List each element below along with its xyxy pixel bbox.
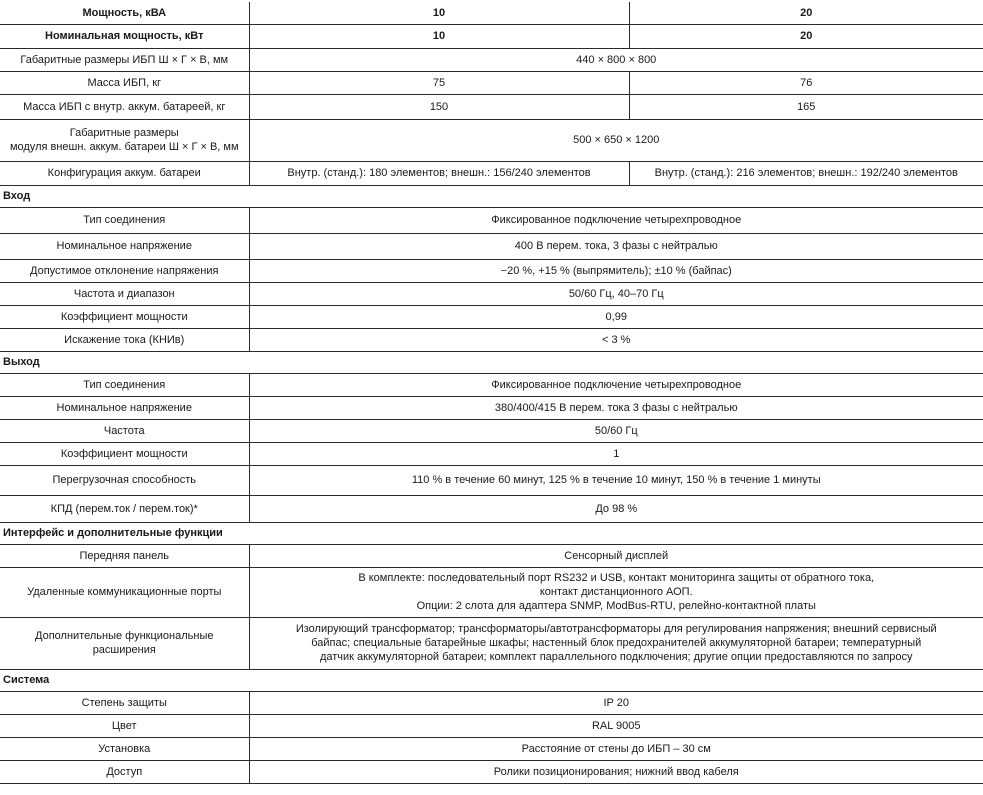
row-label: Перегрузочная способность xyxy=(0,465,249,495)
section-header-row xyxy=(0,522,983,544)
table-row xyxy=(0,544,983,567)
mass-value-1: 75 xyxy=(249,71,629,94)
spec-table xyxy=(0,2,983,784)
section-input-title: Вход xyxy=(0,185,983,207)
mass-battery-value-1: 150 xyxy=(249,94,629,119)
table-row xyxy=(0,567,983,617)
battery-module-dims-label-line: Габаритные размеры xyxy=(69,127,179,139)
row-value: 50/60 Гц, 40–70 Гц xyxy=(249,282,983,305)
extensions-line: Изолирующий трансформатор; трансформаторы/автотрансформаторы для регулирования напряжения; внешний сервисный xyxy=(295,623,937,635)
mass-battery-label: Масса ИБП с внутр. аккум. батареей, кг xyxy=(0,94,249,119)
table-row xyxy=(0,737,983,760)
table-row xyxy=(0,760,983,783)
row-value: 110 % в течение 60 минут, 125 % в течение 10 минут, 150 % в течение 1 минуты xyxy=(249,465,983,495)
row-label: Степень защиты xyxy=(0,691,249,714)
table-row xyxy=(0,161,983,185)
row-value: −20 %, +15 % (выпрямитель); ±10 % (байпас) xyxy=(249,259,983,282)
row-label: Номинальное напряжение xyxy=(0,233,249,259)
row-value: 1 xyxy=(249,442,983,465)
row-label: Тип соединения xyxy=(0,373,249,396)
table-row xyxy=(0,617,983,669)
kva-value-2: 20 xyxy=(629,2,983,24)
row-value: 400 В перем. тока, 3 фазы с нейтралью xyxy=(249,233,983,259)
table-row xyxy=(0,259,983,282)
remote-ports-line: контакт дистанционного АОП. xyxy=(539,586,693,598)
table-row xyxy=(0,396,983,419)
battery-module-dims-label-line: модуля внешн. аккум. батареи Ш × Г × В, мм xyxy=(9,141,239,153)
section-system-title: Система xyxy=(0,669,983,691)
dims-value: 440 × 800 × 800 xyxy=(249,48,983,71)
section-interface-title: Интерфейс и дополнительные функции xyxy=(0,522,983,544)
table-row xyxy=(0,71,983,94)
row-value: Фиксированное подключение четырехпроводное xyxy=(249,373,983,396)
table-row xyxy=(0,442,983,465)
section-header-row xyxy=(0,351,983,373)
row-value: < 3 % xyxy=(249,328,983,351)
table-row xyxy=(0,495,983,522)
row-value: 0,99 xyxy=(249,305,983,328)
table-row xyxy=(0,24,983,48)
mass-value-2: 76 xyxy=(629,71,983,94)
row-label: Допустимое отклонение напряжения xyxy=(0,259,249,282)
kw-label: Номинальная мощность, кВт xyxy=(0,24,249,48)
row-label: Коэффициент мощности xyxy=(0,305,249,328)
battery-module-dims-value: 500 × 650 × 1200 xyxy=(249,119,983,161)
section-output-title: Выход xyxy=(0,351,983,373)
mass-battery-value-2: 165 xyxy=(629,94,983,119)
row-value: Расстояние от стены до ИБП – 30 см xyxy=(249,737,983,760)
extensions-value xyxy=(249,617,983,669)
extensions-label: Дополнительные функциональные расширения xyxy=(0,617,249,669)
table-row xyxy=(0,714,983,737)
table-row xyxy=(0,465,983,495)
extensions-line: датчик аккумуляторной батареи; комплект параллельного подключения; другие опции предоставляются по запросу xyxy=(319,651,913,663)
dims-label: Габаритные размеры ИБП Ш × Г × В, мм xyxy=(0,48,249,71)
table-row xyxy=(0,691,983,714)
remote-ports-line: В комплекте: последовательный порт RS232 и USB, контакт мониторинга защиты от обратного тока, xyxy=(358,572,875,584)
mass-label: Масса ИБП, кг xyxy=(0,71,249,94)
row-value: Фиксированное подключение четырехпроводное xyxy=(249,207,983,233)
battery-config-value-1: Внутр. (станд.): 180 элементов; внешн.: 156/240 элементов xyxy=(249,161,629,185)
extensions-line: байпас; специальные батарейные шкафы; настенный блок предохранителей аккумуляторной батареи; температурный xyxy=(311,637,922,649)
row-value: IP 20 xyxy=(249,691,983,714)
row-label: КПД (перем.ток / перем.ток)* xyxy=(0,495,249,522)
row-value: RAL 9005 xyxy=(249,714,983,737)
remote-ports-value xyxy=(249,567,983,617)
kva-value-1: 10 xyxy=(249,2,629,24)
table-row xyxy=(0,233,983,259)
row-value: Ролики позиционирования; нижний ввод кабеля xyxy=(249,760,983,783)
front-panel-value: Сенсорный дисплей xyxy=(249,544,983,567)
table-row xyxy=(0,119,983,161)
table-row xyxy=(0,328,983,351)
table-row xyxy=(0,282,983,305)
table-row xyxy=(0,373,983,396)
table-row xyxy=(0,207,983,233)
kva-label: Мощность, кВА xyxy=(0,2,249,24)
row-label: Установка xyxy=(0,737,249,760)
remote-ports-label: Удаленные коммуникационные порты xyxy=(0,567,249,617)
table-row xyxy=(0,94,983,119)
row-label: Номинальное напряжение xyxy=(0,396,249,419)
row-label: Цвет xyxy=(0,714,249,737)
row-label: Частота и диапазон xyxy=(0,282,249,305)
battery-module-dims-label xyxy=(0,119,249,161)
row-label: Частота xyxy=(0,419,249,442)
table-row xyxy=(0,419,983,442)
table-row xyxy=(0,305,983,328)
section-header-row xyxy=(0,185,983,207)
kw-value-2: 20 xyxy=(629,24,983,48)
section-header-row xyxy=(0,669,983,691)
row-label: Коэффициент мощности xyxy=(0,442,249,465)
row-label: Тип соединения xyxy=(0,207,249,233)
row-label: Искажение тока (КНИв) xyxy=(0,328,249,351)
table-row xyxy=(0,48,983,71)
table-row xyxy=(0,2,983,24)
battery-config-label: Конфигурация аккум. батареи xyxy=(0,161,249,185)
kw-value-1: 10 xyxy=(249,24,629,48)
row-label: Доступ xyxy=(0,760,249,783)
row-value: 50/60 Гц xyxy=(249,419,983,442)
row-value: 380/400/415 В перем. тока 3 фазы с нейтралью xyxy=(249,396,983,419)
front-panel-label: Передняя панель xyxy=(0,544,249,567)
row-value: До 98 % xyxy=(249,495,983,522)
battery-config-value-2: Внутр. (станд.): 216 элементов; внешн.: 192/240 элементов xyxy=(629,161,983,185)
remote-ports-line: Опции: 2 слота для адаптера SNMP, ModBus-RTU, релейно-контактной платы xyxy=(416,600,816,612)
